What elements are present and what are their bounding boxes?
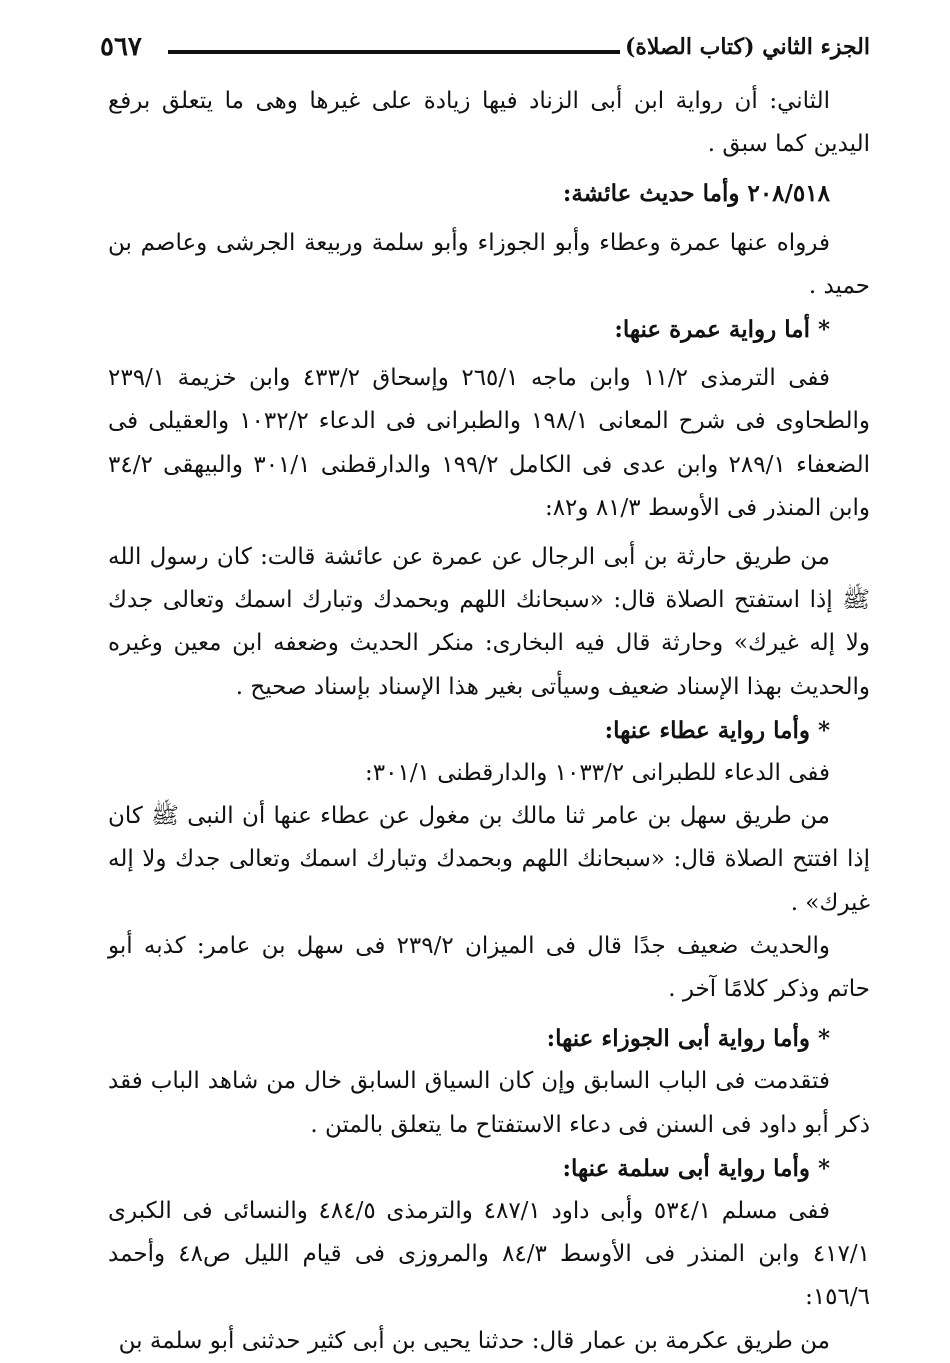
running-header — [100, 28, 870, 68]
body-text — [108, 80, 870, 1363]
paragraph: ففى الترمذى ١١/٢ وابن ماجه ٢٦٥/١ وإسحاق ٤٣٣/٢ وابن خزيمة ٢٣٩/١ والطحاوى فى شرح المعانى ١٩٨/١ والطبرانى فى الدعاء ١٠٣٢/٢ والعقيلى فى الضعفاء ٢٨٩/١ وابن عدى فى الكامل ١٩٩/٢ والدارقطنى ٣٠١/١ والبيهقى ٣٤/٢ وابن المنذر فى الأوسط ٨١/٣ و٨٢: — [108, 365, 870, 521]
paragraph: فتقدمت فى الباب السابق وإن كان السياق السابق خال من شاهد الباب فقد ذكر أبو داود فى السنن فى دعاء الاستفتاح ما يتعلق بالمتن . — [108, 1068, 870, 1138]
page-number: ٥٦٧ — [100, 32, 142, 62]
section-heading: * وأما رواية أبى الجوزاء عنها: — [546, 1025, 830, 1053]
section-heading: ٢٠٨/٥١٨ وأما حديث عائشة: — [562, 180, 830, 208]
paragraph: من طريق سهل بن عامر ثنا مالك بن مغول عن عطاء عنها أن النبى ﷺ كان إذا افتتح الصلاة قال: «سبحانك اللهم وبحمدك وتبارك اسمك وتعالى جدك ولا إله غيرك» . — [108, 803, 870, 916]
paragraph: ففى الدعاء للطبرانى ١٠٣٣/٢ والدارقطنى ٣٠١/١: — [365, 760, 830, 787]
paragraph: الثاني: أن رواية ابن أبى الزناد فيها زيادة على غيرها وهى ما يتعلق برفع اليدين كما سبق . — [108, 88, 870, 158]
paragraph: من طريق عكرمة بن عمار قال: حدثنا يحيى بن أبى كثير حدثنى أبو سلمة بن — [118, 1327, 830, 1354]
paragraph: فرواه عنها عمرة وعطاء وأبو الجوزاء وأبو سلمة وربيعة الجرشى وعاصم بن حميد . — [108, 229, 870, 299]
paragraph: ففى مسلم ٥٣٤/١ وأبى داود ٤٨٧/١ والترمذى ٤٨٤/٥ والنسائى فى الكبرى ٤١٧/١ وابن المنذر فى الأوسط ٨٤/٣ والمروزى فى قيام الليل ص٤٨ وأحمد ١٥٦/٦: — [108, 1198, 870, 1311]
header-rule — [168, 50, 620, 54]
section-heading: * أما رواية عمرة عنها: — [614, 316, 830, 344]
paragraph: والحديث ضعيف جدًا قال فى الميزان ٢٣٩/٢ فى سهل بن عامر: كذبه أبو حاتم وذكر كلامًا آخر . — [108, 932, 870, 1003]
paragraph: من طريق حارثة بن أبى الرجال عن عمرة عن عائشة قالت: كان رسول الله ﷺ إذا استفتح الصلاة قال: «سبحانك اللهم وبحمدك وتبارك اسمك وتعالى جدك ولا إله غيرك» وحارثة قال فيه البخارى: منكر الحديث وضعفه ابن معين وغيره والحديث بهذا الإسناد ضعيف وسيأتى بغير هذا الإسناد بإسناد صحيح . — [108, 544, 870, 700]
header-title: الجزء الثاني (كتاب الصلاة) — [625, 34, 870, 60]
section-heading: * وأما رواية أبى سلمة عنها: — [562, 1154, 830, 1182]
section-heading: * وأما رواية عطاء عنها: — [604, 716, 830, 744]
